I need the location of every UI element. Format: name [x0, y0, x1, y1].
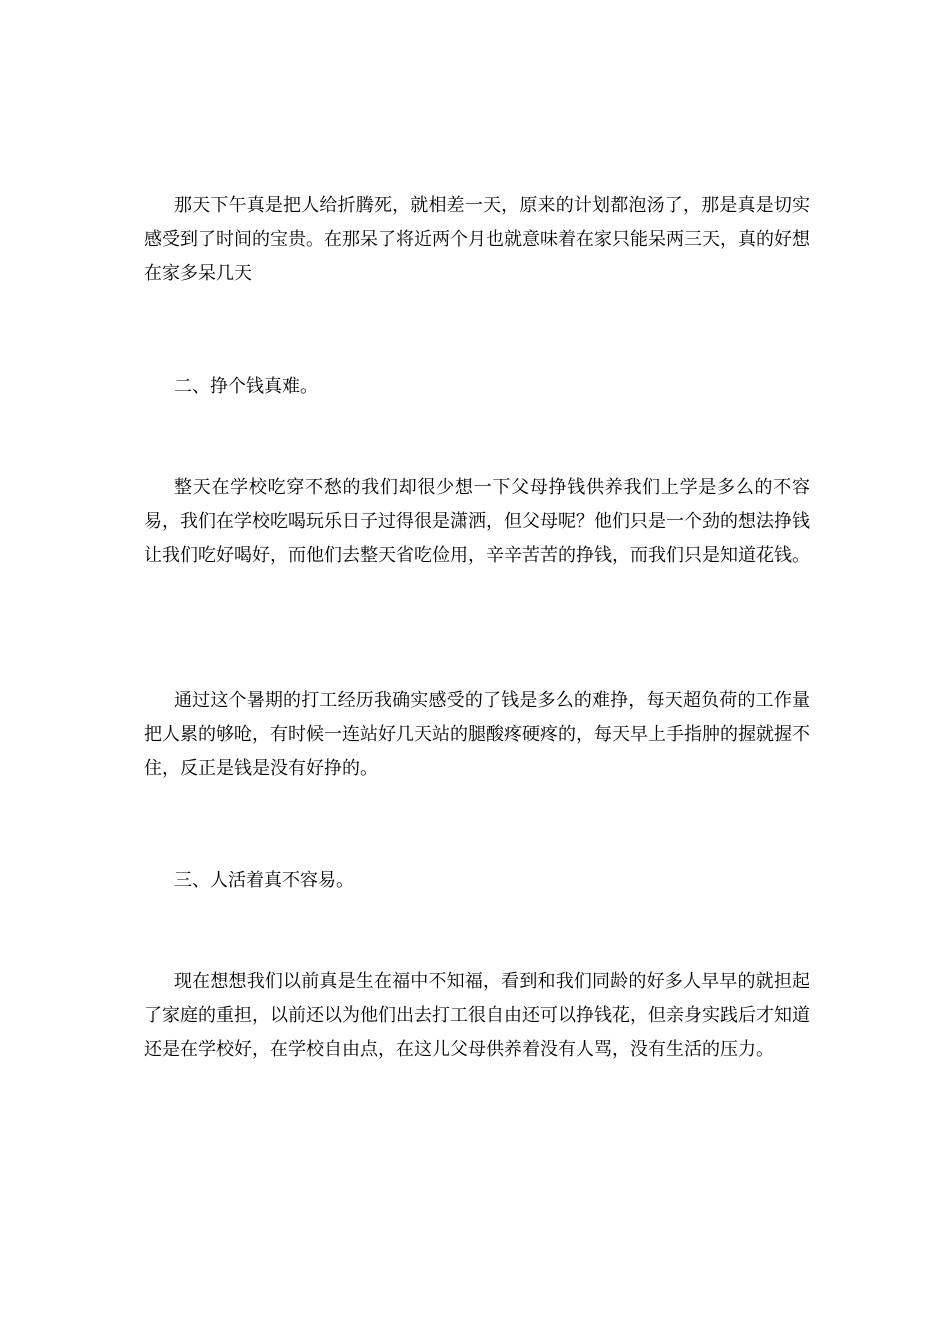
paragraph-reflection: 现在想想我们以前真是生在福中不知福，看到和我们同龄的好多人早早的就担起了家庭的重担，以前还以为他们出去打工很自由还可以挣钱花，但亲身实践后才知道还是在学校好，在学校自由点，在这儿父母供养着没有人骂，没有生活的压力。 — [144, 971, 810, 1060]
section-heading-2: 二、挣个钱真难。 — [174, 376, 318, 397]
paragraph-work-experience: 通过这个暑期的打工经历我确实感受的了钱是多么的难挣，每天超负荷的工作量把人累的够呛，有时候一连站好几天站的腿酸疼硬疼的，每天早上手指肿的握就握不住，反正是钱是没有好挣的。 — [144, 690, 810, 779]
section-heading-3: 三、人活着真不容易。 — [174, 870, 354, 891]
paragraph-parents: 整天在学校吃穿不愁的我们却很少想一下父母挣钱供养我们上学是多么的不容易，我们在学校吃喝玩乐日子过得很是潇洒，但父母呢？他们只是一个劲的想法挣钱让我们吃好喝好，而他们去整天省吃俭用，辛辛苦苦的挣钱，而我们只是知道花钱。 — [144, 477, 810, 566]
paragraph-time: 那天下午真是把人给折腾死，就相差一天，原来的计划都泡汤了，那是真是切实感受到了时间的宝贵。在那呆了将近两个月也就意味着在家只能呆两三天，真的好想在家多呆几天 — [144, 195, 810, 284]
